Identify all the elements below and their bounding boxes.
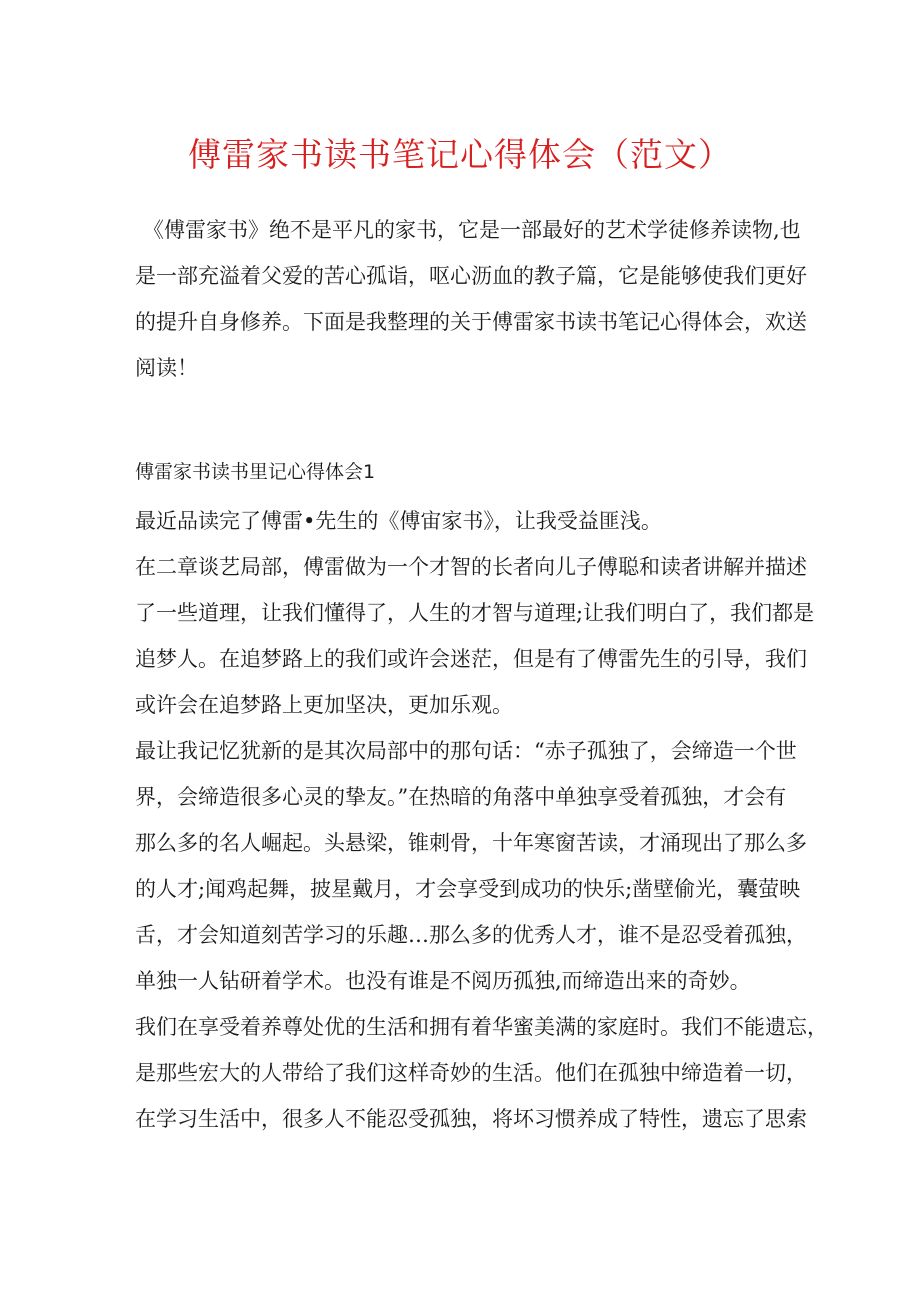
body-line: 单独一人钻研着学术。也没有谁是不阅历孤独,而缔造出来的奇妙。 (135, 969, 751, 993)
intro-line: 是一部充溢着父爱的苦心孤诣，呕心沥血的教子篇，它是能够使我们更好 (135, 264, 807, 288)
body-line: 最让我记忆犹新的是其次局部中的那句话：“赤子孤独了，会缔造一个世 (135, 739, 797, 763)
body-text (135, 498, 828, 1142)
body-line: 舌，才会知道刻苦学习的乐趣…那么多的优秀人才，谁不是忍受着孤独， (135, 923, 807, 947)
body-line: 了一些道理，让我们懂得了，人生的才智与道理;让我们明白了，我们都是 (135, 601, 815, 625)
body-line: 的人才;闻鸡起舞，披星戴月，才会享受到成功的快乐;凿壁偷光，囊萤映 (135, 877, 801, 901)
body-line: 在学习生活中，很多人不能忍受孤独，将坏习惯养成了特性，遗忘了思索 (135, 1107, 807, 1131)
body-line: 是那些宏大的人带给了我们这样奇妙的生活。他们在孤独中缔造着一切， (135, 1061, 807, 1085)
body-line: 最近品读完了傅雷•先生的《傅宙家书》，让我受益匪浅。 (135, 509, 662, 533)
intro-line: 《傅雷家书》绝不是平凡的家书，它是一部最好的艺术学徒修养读物,也 (143, 218, 801, 242)
document-title: 傅雷家书读书笔记心得体会（范文） (188, 135, 732, 174)
intro-line: 阅读！ (135, 356, 198, 380)
section-heading: 傅雷家书读书里记心得体会1 (135, 461, 376, 483)
body-line: 在二章谈艺局部，傅雷做为一个才智的长者向儿子傅聪和读者讲解并描述 (135, 555, 807, 579)
intro-line: 的提升自身修养。下面是我整理的关于傅雷家书读书笔记心得体会，欢送 (135, 310, 807, 334)
body-line: 界，会缔造很多心灵的挚友。”在热暗的角落中单独享受着孤独，才会有 (135, 785, 787, 809)
body-line: 那么多的名人崛起。头悬梁，锥刺骨，十年寒窗苦读，才涌现出了那么多 (135, 831, 807, 855)
body-line: 追梦人。在追梦路上的我们或许会迷茫，但是有了傅雷先生的引导，我们 (135, 647, 807, 671)
intro-paragraph (135, 207, 807, 391)
body-line: 或许会在追梦路上更加坚决，更加乐观。 (135, 693, 513, 717)
body-line: 我们在享受着养尊处优的生活和拥有着华蜜美满的家庭时。我们不能遗忘， (135, 1015, 828, 1039)
